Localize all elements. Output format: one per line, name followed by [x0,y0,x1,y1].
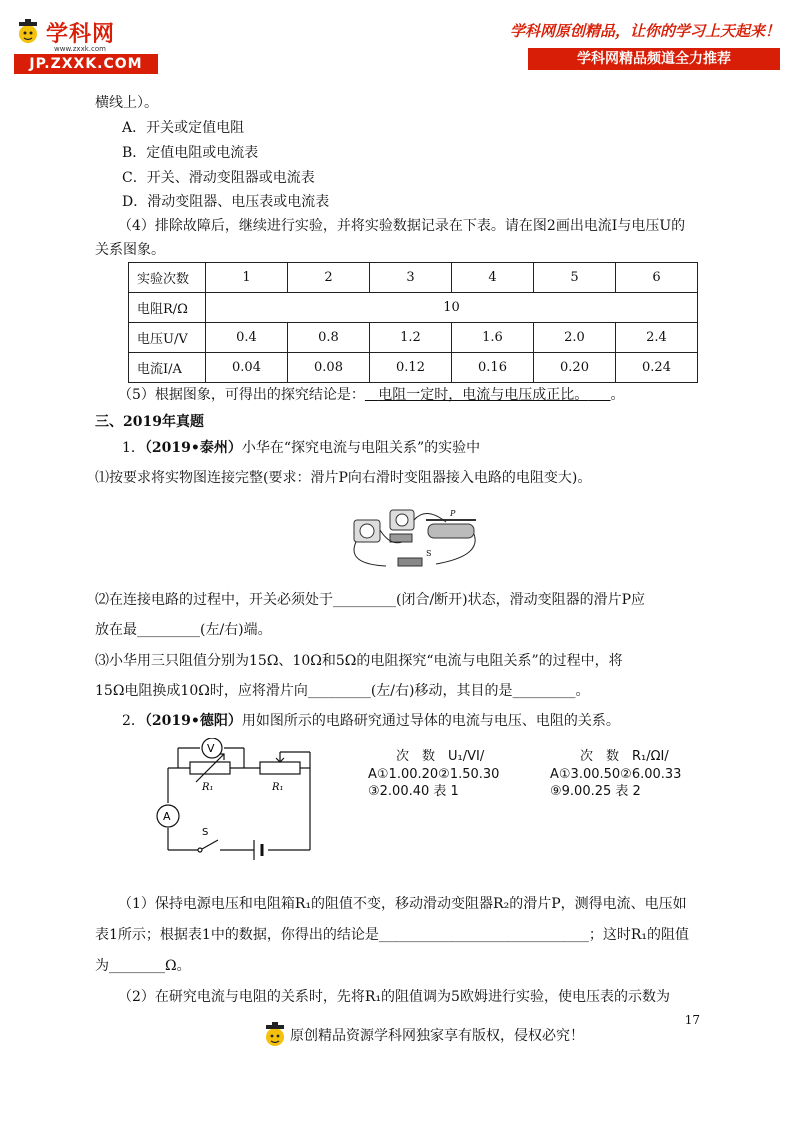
table-cell: 3 [370,263,452,293]
problem-source: （2019•泰州） [144,440,242,456]
table-cell: 0.16 [452,353,534,383]
table-2-row: A①3.00.50②6.00.33 [550,767,682,782]
table-cell: 2.4 [616,323,698,353]
q5-answer-text: 电阻一定时，电流与电压成正比。 [378,387,589,403]
table-2-header: 次 数 R₁/ΩI/ [580,749,669,764]
resistor-label: R₁ [272,782,284,793]
p1-q3-line-1: ⑶小华用三只阻值分别为15Ω、10Ω和5Ω的电阻探究“电流与电阻关系”的过程中，将 [95,653,623,669]
q5-prefix: （5）根据图象，可得出的探究结论是： [118,387,365,403]
q4-line-1: （4）排除故障后，继续进行实验，并将实验数据记录在下表。请在图2画出电流I与电压U的 [118,218,686,234]
problem-number: 2． [122,713,145,729]
table-cell: 0.12 [370,353,452,383]
p2-q1-line-3: 为________Ω。 [95,958,191,974]
table-cell: 10 [206,293,698,323]
option-b: B．定值电阻或电流表 [122,145,259,161]
table-cell: 电流I/A [129,353,206,383]
slider-label: P [450,509,456,518]
table-cell: 1.2 [370,323,452,353]
table-row [129,293,698,323]
p1-q3-line-2: 15Ω电阻换成10Ω时，应将滑片向_________(左/右)移动，其目的是_________。 [95,683,590,699]
p2-q2-line-1: （2）在研究电流与电阻的关系时，先将R₁的阻值调为5欧姆进行实验，使电压表的示数为 [118,989,670,1005]
header-banner: 学科网精品频道全力推荐 [528,48,780,70]
table-cell: 0.4 [206,323,288,353]
mascot-icon [262,1020,288,1050]
footer [262,1020,584,1050]
table-1-row: A①1.00.20②1.50.30 [368,767,500,782]
problem-1-title [122,438,480,458]
table-cell: 0.20 [534,353,616,383]
option-c: C．开关、滑动变阻器或电流表 [122,170,315,186]
q4-line-2: 关系图象。 [95,242,165,258]
text-line: 横线上）。 [95,95,158,111]
table-1-header: 次 数 U₁/VI/ [396,749,485,764]
logo-url: JP.ZXXK.COM [14,54,158,74]
p2-q1-line-1: （1）保持电源电压和电阻箱R₁的阻值不变，移动滑动变阻器R₂的滑片P，测得电流、电压如 [118,896,687,912]
table-cell: 5 [534,263,616,293]
table-cell: 0.8 [288,323,370,353]
table-cell: 6 [616,263,698,293]
table-cell: 1 [206,263,288,293]
table-cell: 0.04 [206,353,288,383]
voltmeter-label: V [207,742,215,755]
option-d: D．滑动变阻器、电压表或电流表 [122,194,330,210]
p2-q1-line-2: 表1所示；根据表1中的数据，你得出的结论是______________________________；这时R₁的阻值 [95,927,689,943]
problem-number: 1． [122,440,145,456]
p1-q2-line-2: 放在最_________(左/右)端。 [95,622,272,638]
table-2-row: ⑨9.00.25 表 2 [550,784,641,799]
table-cell: 0.24 [616,353,698,383]
page-number: 17 [684,1013,700,1027]
table-cell: 0.08 [288,353,370,383]
logo-subtitle: www.zxxk.com [54,45,106,53]
p1-q2-line-1: ⑵在连接电路的过程中，开关必须处于_________(闭合/断开)状态，滑动变阻器的滑片P应 [95,592,646,608]
switch-label: S [202,827,209,838]
table-row [129,263,698,293]
site-logo[interactable] [14,18,164,76]
table-cell: 2 [288,263,370,293]
section-title: 三、2019年真题 [95,414,204,430]
q5-suffix: 。 [610,387,625,403]
table-cell: 电阻R/Ω [129,293,206,323]
table-cell: 4 [452,263,534,293]
mascot-icon [14,18,42,46]
copyright-notice: 原创精品资源学科网独家享有版权，侵权必究！ [290,1028,584,1044]
switch-label: S [426,549,432,558]
q5-line [118,385,625,405]
resistor-label: R₁ [202,782,214,793]
table-cell: 1.6 [452,323,534,353]
table-row [129,353,698,383]
table-1-row: ③2.00.40 表 1 [368,784,459,799]
ammeter-label: A [163,810,171,823]
table-row [129,323,698,353]
problem-2-title [122,711,620,731]
table-cell: 电压U/V [129,323,206,353]
circuit-diagram [150,738,320,868]
problem-text: 小华在“探究电流与电阻关系”的实验中 [241,440,481,456]
table-cell: 实验次数 [129,263,206,293]
q5-answer [365,387,611,403]
problem-text: 用如图所示的电路研究通过导体的电流与电压、电阻的关系。 [241,713,620,729]
data-table [128,262,698,383]
p1-q1: ⑴按要求将实物图连接完整(要求：滑片P向右滑时变阻器接入电路的电阻变大)。 [95,470,592,486]
problem-source: （2019•德阳） [144,713,242,729]
table-cell: 2.0 [534,323,616,353]
logo-name: 学科网 [46,21,116,47]
header-slogan: 学科网原创精品，让你的学习上天起来！ [510,22,781,40]
apparatus-photo [346,506,482,572]
option-a: A．开关或定值电阻 [122,120,245,136]
